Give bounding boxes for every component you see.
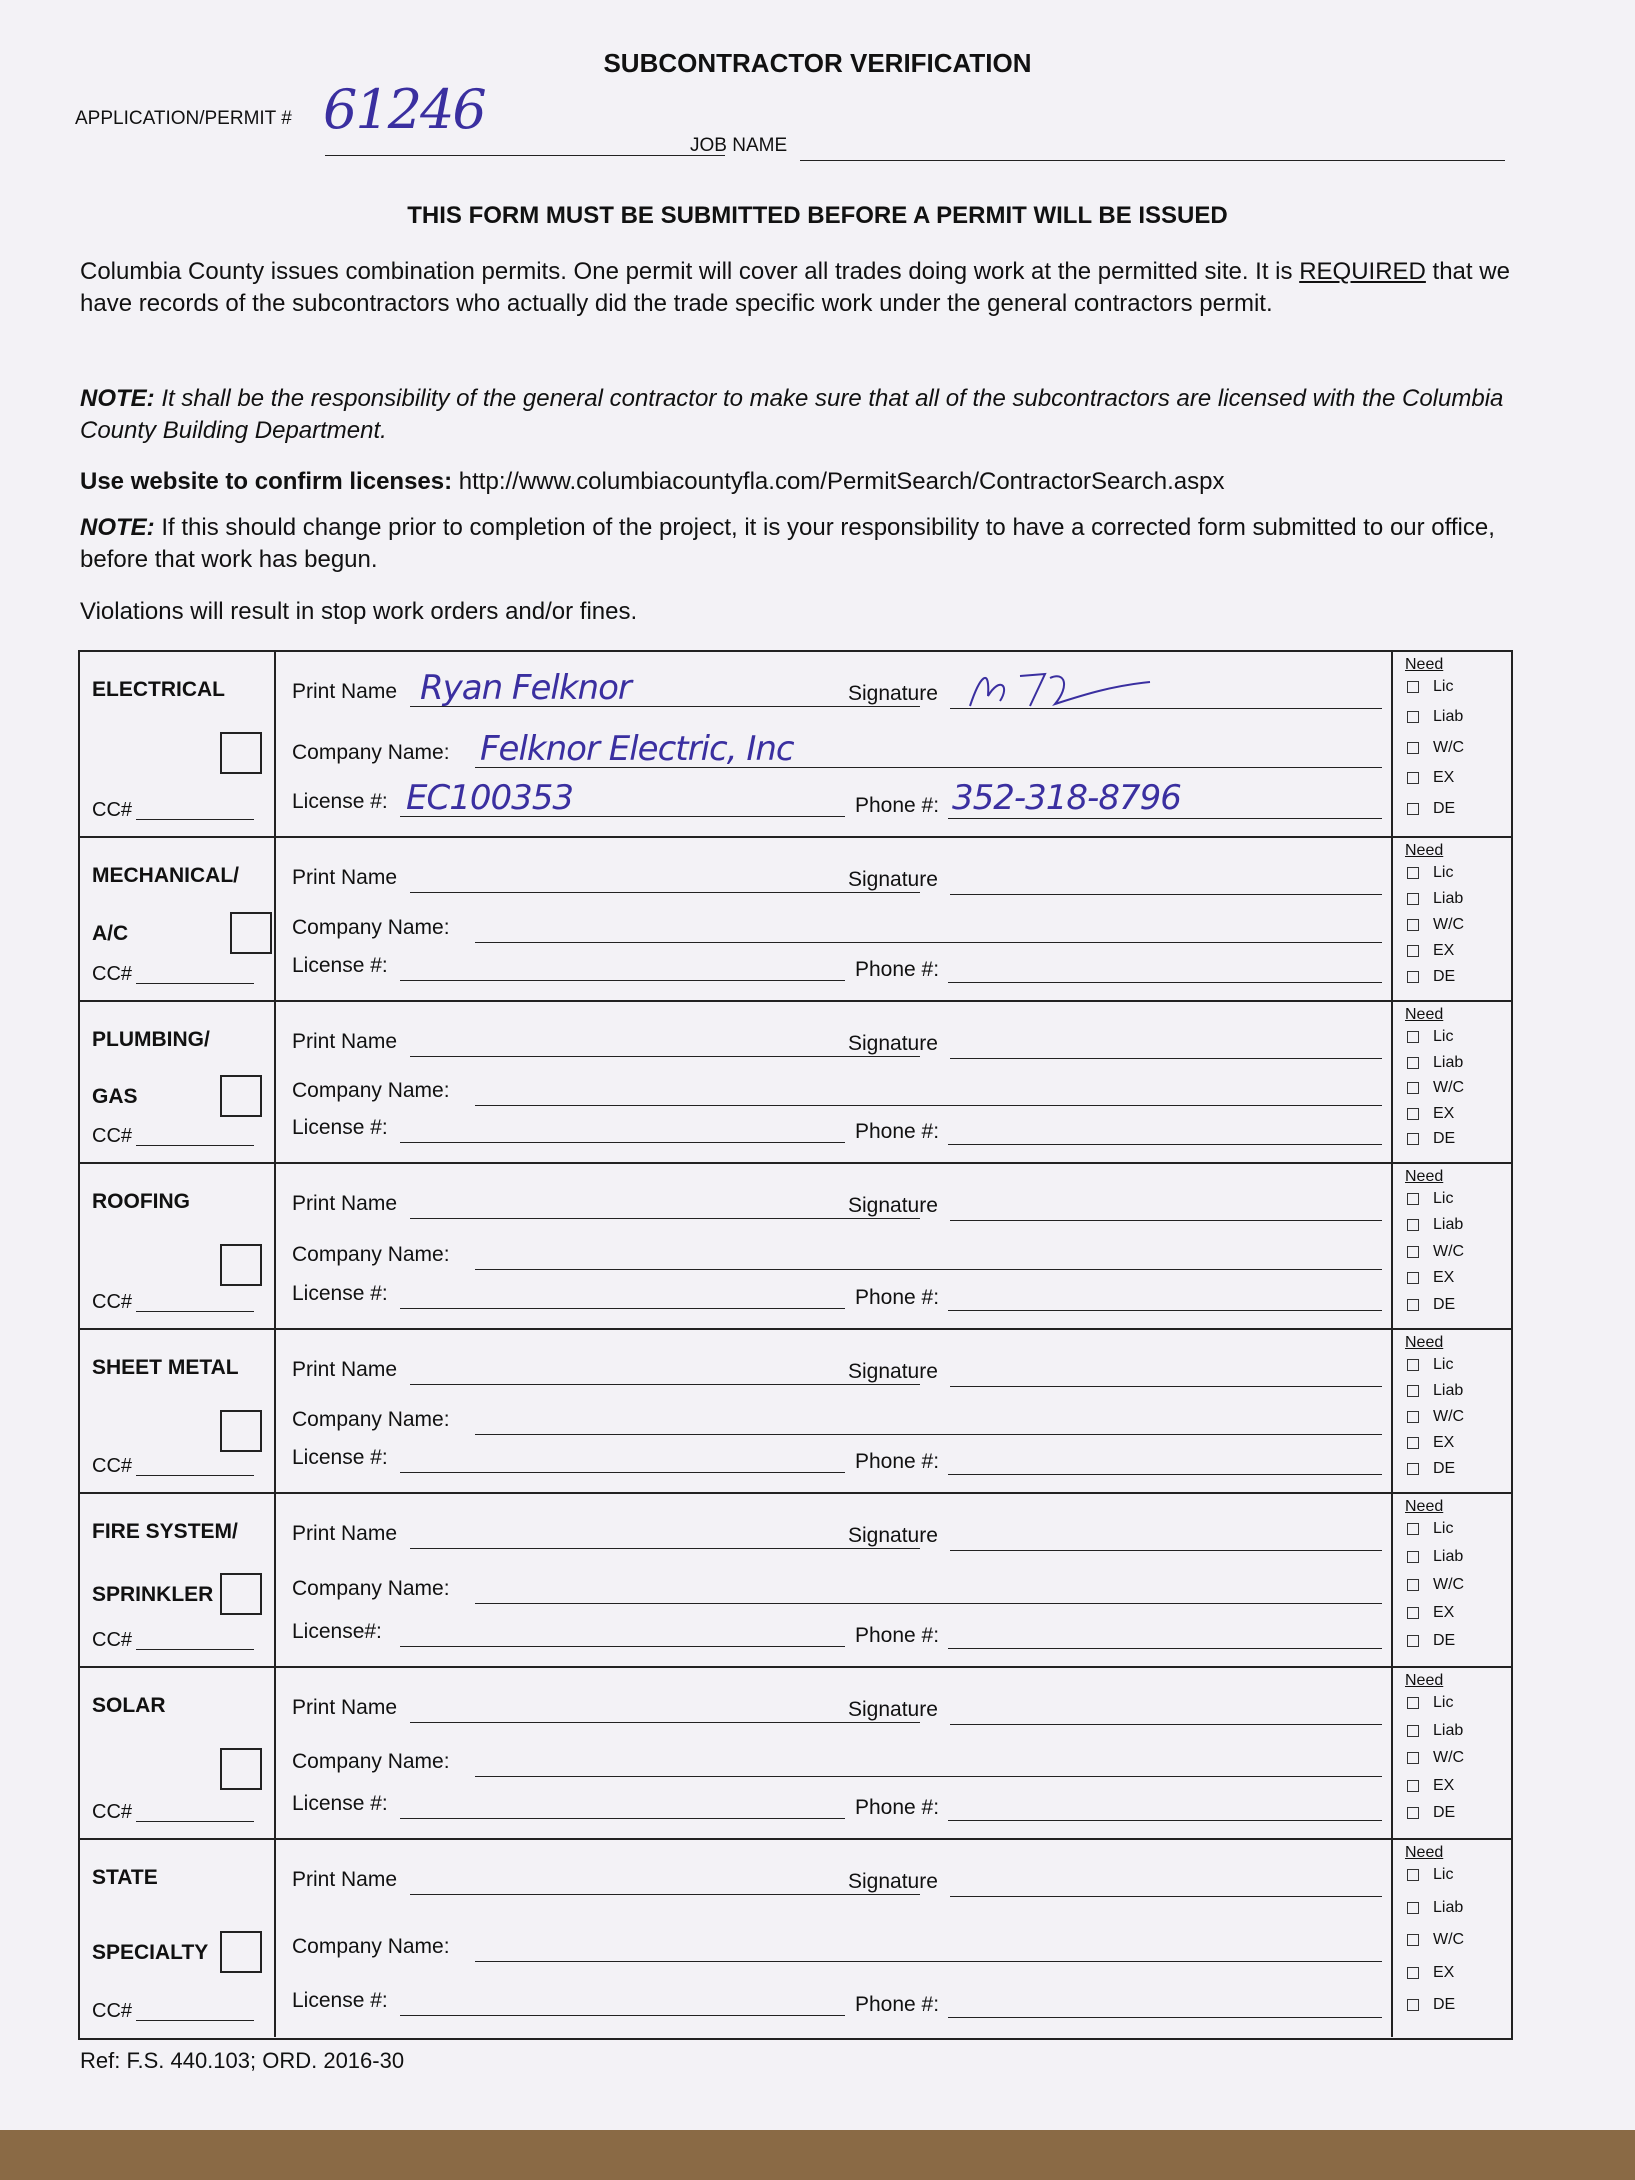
signature-label: Signature — [848, 682, 938, 705]
trade-label-cell — [80, 1494, 276, 1666]
company-name-label: Company Name: — [292, 741, 450, 764]
phone-field[interactable] — [948, 1144, 1382, 1145]
trade-name-line2: GAS — [92, 1085, 138, 1108]
reference: Ref: F.S. 440.103; ORD. 2016-30 — [80, 2048, 405, 2073]
trade-row — [80, 1002, 1511, 1164]
company-name-label: Company Name: — [292, 1079, 450, 1102]
need-item[interactable]: W/C — [1407, 739, 1464, 757]
trade-checkbox[interactable] — [220, 1748, 262, 1790]
need-checkbox[interactable] — [1407, 1411, 1419, 1423]
signature-label: Signature — [848, 1698, 938, 1721]
need-checkbox[interactable] — [1407, 1934, 1419, 1946]
cc-label: CC# — [92, 2000, 133, 2022]
need-column — [1391, 1002, 1511, 1162]
trade-row — [80, 838, 1511, 1002]
need-item[interactable]: Lic — [1407, 678, 1453, 696]
license-field[interactable] — [400, 1308, 845, 1309]
company-name-label: Company Name: — [292, 916, 450, 939]
need-item[interactable]: EX — [1407, 1434, 1454, 1452]
need-checkbox[interactable] — [1407, 1752, 1419, 1764]
license-label: License #: — [292, 1792, 388, 1815]
need-checkbox[interactable] — [1407, 1299, 1419, 1311]
need-item[interactable]: Liab — [1407, 1382, 1463, 1400]
need-label: Need — [1405, 656, 1444, 673]
need-checkbox[interactable] — [1407, 1551, 1419, 1563]
permit-row — [75, 78, 1505, 160]
phone-field[interactable] — [948, 1820, 1382, 1821]
print-name-label: Print Name — [292, 866, 398, 889]
permit-label: APPLICATION/PERMIT # — [75, 108, 292, 129]
company-name-label: Company Name: — [292, 1243, 450, 1266]
trades-table — [78, 650, 1513, 2040]
phone-label: Phone #: — [855, 1624, 940, 1647]
cc-label: CC# — [92, 1629, 133, 1651]
signature-field[interactable] — [950, 1058, 1382, 1059]
license-label: License#: — [292, 1620, 382, 1643]
phone-field[interactable] — [948, 982, 1382, 983]
need-item[interactable]: DE — [1407, 1632, 1455, 1650]
print-name-label: Print Name — [292, 1358, 398, 1381]
cc-field[interactable] — [136, 1821, 254, 1822]
phone-field[interactable] — [948, 1474, 1382, 1475]
trade-name: ROOFING — [92, 1190, 190, 1213]
trade-name: ELECTRICAL — [92, 678, 225, 701]
trade-checkbox[interactable] — [230, 912, 272, 954]
need-item[interactable]: Liab — [1407, 1899, 1463, 1917]
need-column — [1391, 652, 1511, 836]
need-checkbox[interactable] — [1407, 1725, 1419, 1737]
print-name-label: Print Name — [292, 1522, 398, 1545]
need-checkbox[interactable] — [1407, 1780, 1419, 1792]
need-item[interactable]: EX — [1407, 1964, 1454, 1982]
trade-checkbox[interactable] — [220, 1931, 262, 1973]
signature-label: Signature — [848, 1360, 938, 1383]
trade-checkbox[interactable] — [220, 1573, 262, 1615]
cc-field[interactable] — [136, 1145, 254, 1146]
print-name-label: Print Name — [292, 680, 398, 703]
signature-label: Signature — [848, 1194, 938, 1217]
phone-value: 352-318-8796 — [952, 778, 1181, 818]
print-name-field[interactable] — [410, 1218, 920, 1219]
need-checkbox[interactable] — [1407, 1031, 1419, 1043]
need-label: Need — [1405, 1334, 1444, 1351]
need-checkbox[interactable] — [1407, 1108, 1419, 1120]
need-column — [1391, 1164, 1511, 1328]
website-link[interactable]: http://www.columbiacountyfla.com/PermitSearch/ContractorSearch.aspx — [452, 468, 1225, 495]
need-checkbox[interactable] — [1407, 1437, 1419, 1449]
signature-field[interactable] — [950, 1386, 1382, 1387]
company-name-field[interactable] — [475, 1776, 1382, 1777]
phone-field[interactable] — [948, 2017, 1382, 2018]
need-column — [1391, 1840, 1511, 2037]
cc-field[interactable] — [136, 983, 254, 984]
need-checkbox[interactable] — [1407, 1193, 1419, 1205]
need-label: Need — [1405, 842, 1444, 859]
note-1: NOTE: It shall be the responsibility of the general contractor to make sure that all of the subcontractors are licensed with the Columbia County Building Department. — [80, 385, 1504, 444]
print-name-field[interactable] — [410, 892, 920, 893]
trade-row — [80, 1840, 1511, 2037]
license-field[interactable] — [400, 1142, 845, 1143]
need-item[interactable]: DE — [1407, 1804, 1455, 1822]
signature-label: Signature — [848, 1524, 938, 1547]
signature-scribble — [950, 656, 1190, 716]
need-checkbox[interactable] — [1407, 1635, 1419, 1647]
trade-name: SHEET METAL — [92, 1356, 239, 1379]
license-label: License #: — [292, 1446, 388, 1469]
need-item[interactable]: EX — [1407, 942, 1454, 960]
trade-row — [80, 1494, 1511, 1668]
cc-label: CC# — [92, 1455, 133, 1477]
license-field[interactable] — [400, 980, 845, 981]
cc-field[interactable] — [136, 1475, 254, 1476]
permit-number[interactable]: 61246 — [323, 78, 485, 141]
need-checkbox[interactable] — [1407, 1902, 1419, 1914]
need-item[interactable]: Lic — [1407, 1694, 1453, 1712]
company-name-field[interactable] — [475, 942, 1382, 943]
need-label: Need — [1405, 1844, 1444, 1861]
need-item[interactable]: DE — [1407, 1130, 1455, 1148]
need-label: Need — [1405, 1498, 1444, 1515]
trade-row — [80, 1164, 1511, 1330]
cc-label: CC# — [92, 963, 133, 985]
need-item[interactable]: DE — [1407, 800, 1455, 818]
need-checkbox[interactable] — [1407, 1246, 1419, 1258]
license-field[interactable] — [400, 2015, 845, 2016]
trade-name: SOLAR — [92, 1694, 166, 1717]
signature-field[interactable] — [950, 1220, 1382, 1221]
company-name-value: Felknor Electric, Inc — [480, 729, 794, 769]
cc-field[interactable] — [136, 1649, 254, 1650]
phone-label: Phone #: — [855, 1796, 940, 1819]
form-title: SUBCONTRACTOR VERIFICATION — [603, 48, 1032, 78]
license-label: License #: — [292, 1989, 388, 2012]
need-item[interactable]: Lic — [1407, 864, 1453, 882]
signature-field[interactable] — [950, 1896, 1382, 1897]
need-checkbox[interactable] — [1407, 971, 1419, 983]
need-checkbox[interactable] — [1407, 893, 1419, 905]
license-field[interactable] — [400, 1818, 845, 1819]
license-label: License #: — [292, 1282, 388, 1305]
need-item[interactable]: DE — [1407, 1296, 1455, 1314]
trade-row — [80, 652, 1511, 838]
need-item[interactable]: EX — [1407, 1604, 1454, 1622]
trade-name: PLUMBING/ — [92, 1028, 210, 1051]
trade-label-cell — [80, 1330, 276, 1492]
cc-field[interactable] — [136, 2020, 254, 2021]
trade-row — [80, 1330, 1511, 1494]
need-column — [1391, 1494, 1511, 1666]
trade-label-cell — [80, 652, 276, 836]
trade-label-cell — [80, 1668, 276, 1838]
need-label: Need — [1405, 1672, 1444, 1689]
print-name-field[interactable] — [410, 1894, 920, 1895]
need-item[interactable]: DE — [1407, 1460, 1455, 1478]
license-field[interactable] — [400, 1646, 845, 1647]
need-checkbox[interactable] — [1407, 1272, 1419, 1284]
cc-field[interactable] — [136, 819, 254, 820]
need-checkbox[interactable] — [1407, 1523, 1419, 1535]
website-line: Use website to confirm licenses: http://www.columbiacountyfla.com/PermitSearch/ContractorSearch.aspx — [80, 468, 1225, 495]
need-checkbox[interactable] — [1407, 1385, 1419, 1397]
need-item[interactable]: W/C — [1407, 1243, 1464, 1261]
note-2: NOTE: If this should change prior to completion of the project, it is your responsibility to have a corrected form submitted to our office, before that work has begun. — [80, 514, 1495, 573]
job-name-label: JOB NAME — [690, 135, 788, 156]
intro-paragraph: Columbia County issues combination permits. One permit will cover all trades doing work at the permitted site. It is REQUIRED that we have records of the subcontractors who actually did the trade specific work under the general contractors permit. — [80, 258, 1510, 317]
need-item[interactable]: Liab — [1407, 890, 1463, 908]
trade-name-line2: SPECIALTY — [92, 1941, 209, 1964]
need-item[interactable]: Liab — [1407, 1054, 1463, 1072]
license-label: License #: — [292, 790, 388, 813]
need-item[interactable]: Liab — [1407, 1548, 1463, 1566]
need-checkbox[interactable] — [1407, 1463, 1419, 1475]
print-name-label: Print Name — [292, 1696, 398, 1719]
job-name-field[interactable] — [800, 160, 1505, 161]
need-checkbox[interactable] — [1407, 1967, 1419, 1979]
need-item[interactable]: Liab — [1407, 1216, 1463, 1234]
signature-label: Signature — [848, 1032, 938, 1055]
need-checkbox[interactable] — [1407, 1999, 1419, 2011]
trade-name: FIRE SYSTEM/ — [92, 1520, 238, 1543]
trade-checkbox[interactable] — [220, 1075, 262, 1117]
need-checkbox[interactable] — [1407, 1579, 1419, 1591]
need-item[interactable]: DE — [1407, 1996, 1455, 2014]
company-name-label: Company Name: — [292, 1935, 450, 1958]
cc-field[interactable] — [136, 1311, 254, 1312]
need-item[interactable]: Lic — [1407, 1866, 1453, 1884]
phone-label: Phone #: — [855, 1450, 940, 1473]
need-item[interactable]: Lic — [1407, 1520, 1453, 1538]
need-checkbox[interactable] — [1407, 1057, 1419, 1069]
need-checkbox[interactable] — [1407, 681, 1419, 693]
need-item[interactable]: Lic — [1407, 1028, 1453, 1046]
phone-label: Phone #: — [855, 958, 940, 981]
need-item[interactable]: EX — [1407, 769, 1454, 787]
need-item[interactable]: EX — [1407, 1777, 1454, 1795]
need-item[interactable]: W/C — [1407, 1408, 1464, 1426]
company-name-field[interactable] — [475, 1105, 1382, 1106]
company-name-label: Company Name: — [292, 1750, 450, 1773]
need-item[interactable]: W/C — [1407, 916, 1464, 934]
license-label: License #: — [292, 954, 388, 977]
phone-label: Phone #: — [855, 1286, 940, 1309]
need-label: Need — [1405, 1006, 1444, 1023]
need-checkbox[interactable] — [1407, 1807, 1419, 1819]
phone-label: Phone #: — [855, 1120, 940, 1143]
trade-name: STATE — [92, 1866, 158, 1889]
need-checkbox[interactable] — [1407, 1133, 1419, 1145]
company-name-field[interactable] — [475, 1269, 1382, 1270]
company-name-field[interactable] — [475, 1603, 1382, 1604]
required-text: REQUIRED — [1299, 258, 1426, 285]
need-checkbox[interactable] — [1407, 1869, 1419, 1881]
need-column — [1391, 1330, 1511, 1492]
trade-name: MECHANICAL/ — [92, 864, 239, 887]
trade-label-cell — [80, 838, 276, 1000]
violations-text: Violations will result in stop work orders and/or fines. — [80, 598, 638, 625]
need-column — [1391, 1668, 1511, 1838]
need-item[interactable]: EX — [1407, 1105, 1454, 1123]
trade-label-cell — [80, 1840, 276, 2037]
signature-label: Signature — [848, 868, 938, 891]
phone-label: Phone #: — [855, 1993, 940, 2016]
print-name-field[interactable] — [410, 1722, 920, 1723]
license-value: EC100353 — [406, 778, 574, 818]
signature-label: Signature — [848, 1870, 938, 1893]
company-name-field[interactable] — [475, 1961, 1382, 1962]
company-name-label: Company Name: — [292, 1408, 450, 1431]
company-name-label: Company Name: — [292, 1577, 450, 1600]
need-label: Need — [1405, 1168, 1444, 1185]
company-name-field[interactable] — [475, 1434, 1382, 1435]
need-column — [1391, 838, 1511, 1000]
trade-checkbox[interactable] — [220, 732, 262, 774]
need-checkbox[interactable] — [1407, 742, 1419, 754]
trade-name-line2: A/C — [92, 922, 129, 945]
cc-label: CC# — [92, 799, 133, 821]
trade-row — [80, 1668, 1511, 1840]
need-checkbox[interactable] — [1407, 867, 1419, 879]
print-name-field[interactable] — [410, 1548, 920, 1549]
need-item[interactable]: W/C — [1407, 1576, 1464, 1594]
cc-label: CC# — [92, 1801, 133, 1823]
need-checkbox[interactable] — [1407, 919, 1419, 931]
must-notice: THIS FORM MUST BE SUBMITTED BEFORE A PERMIT WILL BE ISSUED — [407, 202, 1228, 229]
cc-label: CC# — [92, 1125, 133, 1147]
need-checkbox[interactable] — [1407, 711, 1419, 723]
print-name-label: Print Name — [292, 1192, 398, 1215]
trade-label-cell — [80, 1164, 276, 1328]
need-item[interactable]: Liab — [1407, 1722, 1463, 1740]
signature-field[interactable] — [950, 1724, 1382, 1725]
need-checkbox[interactable] — [1407, 803, 1419, 815]
need-checkbox[interactable] — [1407, 1082, 1419, 1094]
license-label: License #: — [292, 1116, 388, 1139]
trade-label-cell — [80, 1002, 276, 1162]
need-item[interactable]: W/C — [1407, 1749, 1464, 1767]
need-checkbox[interactable] — [1407, 1697, 1419, 1709]
phone-label: Phone #: — [855, 794, 940, 817]
need-item[interactable]: DE — [1407, 968, 1455, 986]
need-checkbox[interactable] — [1407, 1607, 1419, 1619]
print-name-label: Print Name — [292, 1868, 398, 1891]
print-name-field[interactable] — [410, 1384, 920, 1385]
trade-checkbox[interactable] — [220, 1410, 262, 1452]
need-item[interactable]: W/C — [1407, 1079, 1464, 1097]
trade-checkbox[interactable] — [220, 1244, 262, 1286]
print-name-label: Print Name — [292, 1030, 398, 1053]
need-item[interactable]: EX — [1407, 1269, 1454, 1287]
need-item[interactable]: Liab — [1407, 708, 1463, 726]
need-item[interactable]: W/C — [1407, 1931, 1464, 1949]
cc-label: CC# — [92, 1291, 133, 1313]
need-checkbox[interactable] — [1407, 1219, 1419, 1231]
need-checkbox[interactable] — [1407, 945, 1419, 957]
phone-field[interactable] — [948, 818, 1382, 819]
signature-field[interactable] — [950, 1550, 1382, 1551]
need-item[interactable]: Lic — [1407, 1190, 1453, 1208]
trade-name-line2: SPRINKLER — [92, 1583, 214, 1606]
phone-field[interactable] — [948, 1648, 1382, 1649]
need-checkbox[interactable] — [1407, 772, 1419, 784]
need-checkbox[interactable] — [1407, 1359, 1419, 1371]
print-name-field[interactable] — [410, 1056, 920, 1057]
signature-field[interactable] — [950, 894, 1382, 895]
print-name-value: Ryan Felknor — [420, 668, 631, 708]
phone-field[interactable] — [948, 1310, 1382, 1311]
license-field[interactable] — [400, 1472, 845, 1473]
need-item[interactable]: Lic — [1407, 1356, 1453, 1374]
